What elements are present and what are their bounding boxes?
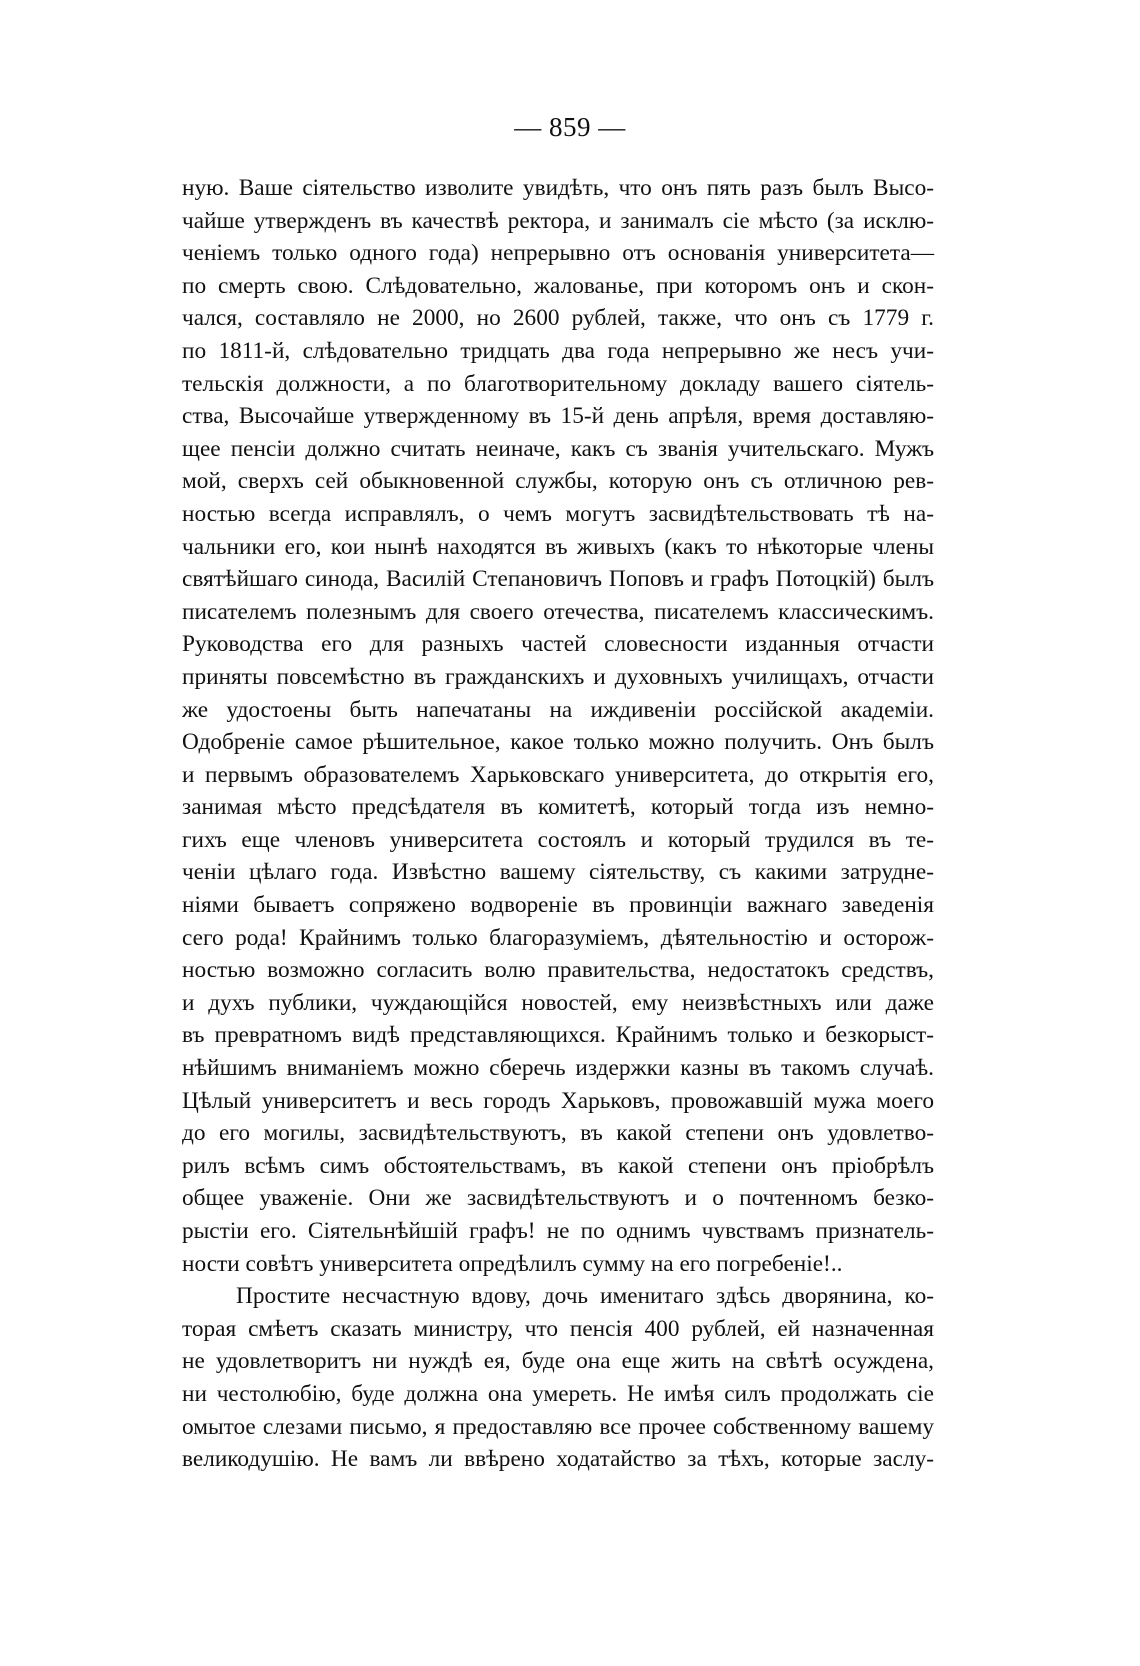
text-line: ную. Ваше сіятельство изволите увидѣть, что онъ пять разъ былъ Высо-	[182, 175, 934, 201]
text-line: чальники его, кои нынѣ находятся въ живыхъ (какъ то нѣкоторые члены	[182, 533, 934, 560]
text-line: мой, сверхъ сей обыкновенной службы, которую онъ съ отличною рев-	[182, 468, 934, 495]
text-line: же удостоены быть напечатаны на иждивеніи россійской академіи.	[182, 696, 934, 723]
text-line: нѣйшимъ вниманіемъ можно сберечь издержки казны въ такомъ случаѣ.	[182, 1055, 934, 1082]
text-line: Руководства его для разныхъ частей словесности изданныя отчасти	[182, 631, 934, 658]
text-line: тельскія должности, а по благотворительному докладу вашего сіятель-	[182, 370, 934, 397]
text-line: писателемъ полезнымъ для своего отечества, писателемъ классическимъ.	[182, 598, 934, 625]
text-line: не удовлетворитъ ни нуждѣ ея, буде она еще жить на свѣтѣ осуждена,	[182, 1348, 934, 1375]
text-line: гихъ еще членовъ университета состоялъ и который трудился въ те-	[182, 826, 934, 853]
body-text	[182, 172, 934, 1476]
text-line: чался, составляло не 2000, но 2600 рублей, также, что онъ съ 1779 г.	[182, 305, 934, 332]
text-line: ни честолюбію, буде должна она умереть. Не имѣя силъ продолжать сіе	[182, 1380, 934, 1407]
text-line: великодушію. Не вамъ ли ввѣрено ходатайство за тѣхъ, которые заслу-	[182, 1446, 934, 1473]
text-line: святѣйшаго синода, Василій Степановичъ Поповъ и графъ Потоцкій) былъ	[182, 566, 934, 593]
text-line: ченіемъ только одного года) непрерывно отъ основанія университета—	[182, 240, 934, 267]
text-line: въ превратномъ видѣ представляющихся. Крайнимъ только и безкорыст-	[182, 1022, 934, 1049]
text-line: приняты повсемѣстно въ гражданскихъ и духовныхъ училищахъ, отчасти	[182, 663, 934, 690]
text-line: и первымъ образователемъ Харьковскаго университета, до открытія его,	[182, 761, 934, 788]
text-line: занимая мѣсто предсѣдателя въ комитетѣ, который тогда изъ немно-	[182, 794, 934, 821]
page-number: — 859 —	[514, 112, 626, 142]
text-line: до его могилы, засвидѣтельствуютъ, въ какой степени онъ удовлетво-	[182, 1120, 934, 1147]
text-line: Одобреніе самое рѣшительное, какое только можно получить. Онъ былъ	[182, 729, 934, 756]
text-line: рыстіи его. Сіятельнѣйшій графъ! не по однимъ чувствамъ признатель-	[182, 1218, 934, 1244]
text-line: торая смѣетъ сказать министру, что пенсія 400 рублей, ей назначенная	[182, 1315, 934, 1342]
text-line: омытое слезами письмо, я предоставляю все прочее собственному вашему	[182, 1413, 934, 1440]
paragraph-start-line: Простите несчастную вдову, дочь именитаго здѣсь дворянина, ко-	[236, 1283, 934, 1310]
text-line: и духъ публики, чуждающійся новостей, ему неизвѣстныхъ или даже	[182, 989, 934, 1016]
text-line: по смерть свою. Слѣдовательно, жалованье, при которомъ онъ и скон-	[182, 272, 934, 299]
text-line: рилъ всѣмъ симъ обстоятельствамъ, въ какой степени онъ пріобрѣлъ	[182, 1152, 934, 1179]
text-line: общее уваженіе. Они же засвидѣтельствуютъ и о почтенномъ безко-	[182, 1185, 934, 1212]
text-line: ченіи цѣлаго года. Извѣстно вашему сіятельству, съ какими затрудне-	[182, 859, 934, 886]
text-line: ніями бываетъ сопряжено водвореніе въ провинціи важнаго заведенія	[182, 892, 934, 919]
text-line: ства, Высочайше утвержденному въ 15-й день апрѣля, время доставляю-	[182, 403, 934, 430]
text-line: сего рода! Крайнимъ только благоразуміемъ, дѣятельностію и осторож-	[182, 924, 934, 951]
text-line: чайше утвержденъ въ качествѣ ректора, и занималъ сіе мѣсто (за исклю-	[182, 207, 934, 234]
text-line: ности совѣтъ университета опредѣлилъ сумму на его погребеніе!..	[182, 1250, 843, 1277]
text-line: щее пенсіи должно считать неиначе, какъ съ званія учительскаго. Мужъ	[182, 435, 934, 462]
text-line: ностью всегда исправлялъ, о чемъ могутъ засвидѣтельствовать тѣ на-	[182, 500, 934, 527]
text-line: по 1811-й, слѣдовательно тридцать два года непрерывно же несъ учи-	[182, 337, 934, 364]
text-line: ностью возможно согласить волю правительства, недостатокъ средствъ,	[182, 957, 934, 984]
text-line: Цѣлый университетъ и весь городъ Харьковъ, провожавшій мужа моего	[182, 1087, 934, 1114]
